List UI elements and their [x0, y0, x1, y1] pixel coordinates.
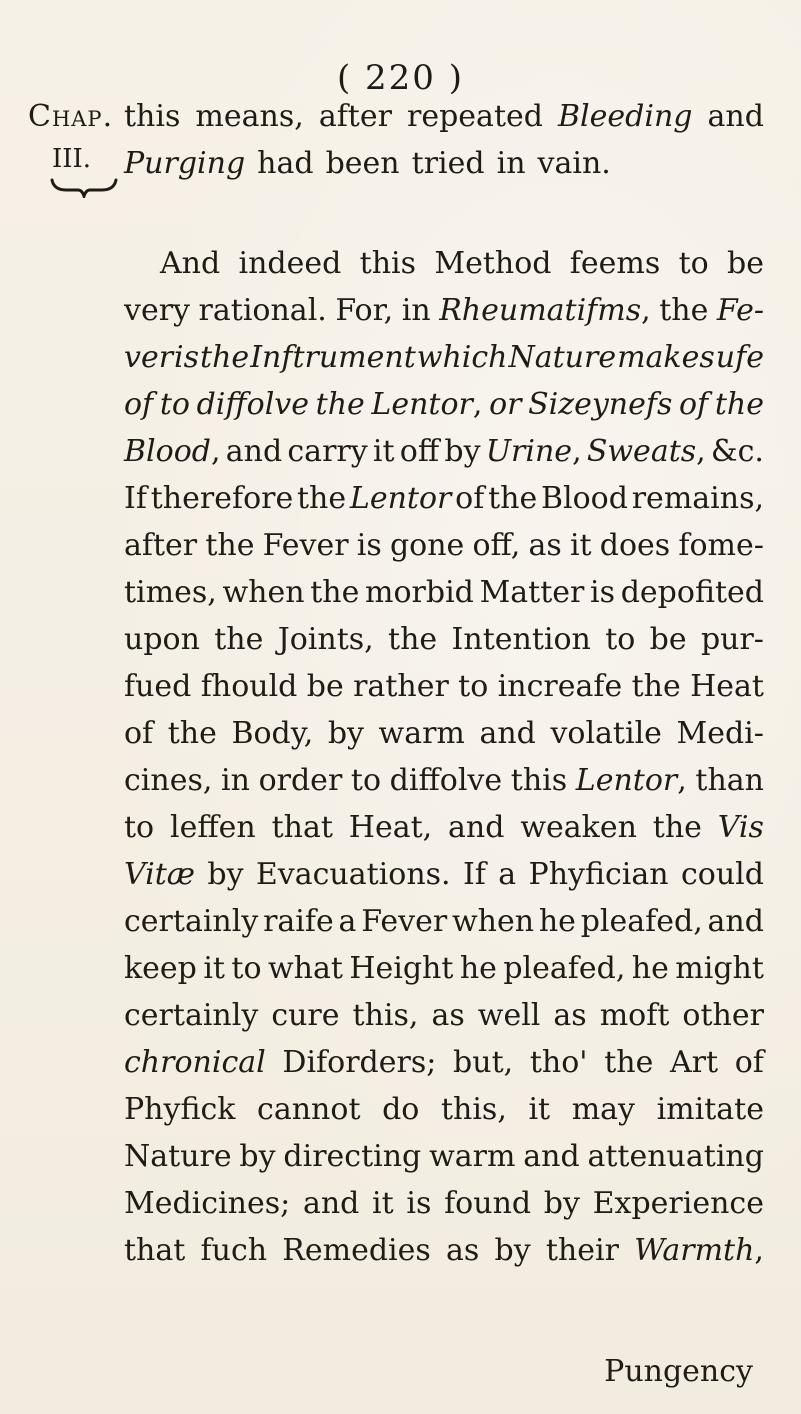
word: weaken	[520, 810, 637, 845]
word: the	[659, 293, 709, 328]
word: of	[124, 387, 154, 422]
word: or	[489, 387, 522, 422]
word: fome-	[678, 528, 764, 563]
text-line	[124, 141, 764, 188]
page-number: ( 220 )	[336, 58, 465, 98]
word: to	[458, 669, 489, 704]
word: is	[590, 575, 616, 610]
word: Evacuations.	[255, 857, 451, 892]
word: raife	[263, 904, 334, 939]
word: of	[455, 481, 485, 516]
word: found	[444, 1186, 532, 1221]
text-line	[124, 852, 764, 899]
word: this,	[440, 1092, 507, 1127]
word: Purging	[124, 146, 246, 181]
word: order	[258, 763, 343, 798]
word: upon	[124, 622, 200, 657]
word: Sizeynefs	[528, 387, 673, 422]
text-line	[124, 617, 764, 664]
word: by	[239, 1139, 276, 1174]
word: this,	[352, 998, 419, 1033]
word: do	[382, 1092, 420, 1127]
word: Lentor,	[575, 763, 687, 798]
word: ver	[124, 340, 174, 375]
word: And	[160, 246, 221, 281]
text-line	[124, 805, 764, 852]
word: Vitæ	[124, 857, 195, 892]
word: Joints,	[277, 622, 374, 657]
word: he	[631, 951, 669, 986]
word: Blood,	[124, 434, 221, 469]
word: Nature	[124, 1139, 232, 1174]
text-line	[124, 476, 764, 523]
word: in	[401, 293, 431, 328]
word: pleafed,	[503, 951, 626, 986]
word: Inftrument	[250, 340, 416, 375]
word: certainly	[124, 904, 259, 939]
word: to	[350, 763, 382, 798]
word: could	[680, 857, 764, 892]
word: by	[494, 1233, 531, 1268]
word: may	[571, 1092, 635, 1127]
word: he	[459, 951, 497, 986]
word: a	[338, 904, 357, 939]
word: the	[167, 716, 217, 751]
word: that	[124, 1233, 186, 1268]
word: but,	[453, 1045, 514, 1080]
word: and	[448, 810, 505, 845]
word: therefore	[150, 481, 294, 516]
text-line	[124, 94, 764, 141]
word: be	[727, 246, 764, 281]
word: ufe	[715, 340, 764, 375]
brace-ornament-icon	[50, 176, 118, 198]
text-line	[124, 523, 764, 570]
word: Sweats,	[586, 434, 706, 469]
word: Fever	[262, 528, 349, 563]
word: Bleeding	[558, 99, 693, 134]
word: other	[682, 998, 764, 1033]
text-line	[124, 570, 764, 617]
text-line	[124, 1040, 764, 1087]
text-line	[124, 711, 764, 758]
word: cure	[271, 998, 340, 1033]
word: this	[124, 99, 181, 134]
text-line	[124, 241, 764, 288]
word: he	[538, 904, 576, 939]
word: carry	[287, 434, 368, 469]
word: Diforders;	[282, 1045, 437, 1080]
word: is	[356, 528, 382, 563]
word: it	[528, 1092, 551, 1127]
word: the	[388, 622, 438, 657]
word: by	[207, 857, 244, 892]
word: it	[372, 1186, 394, 1221]
word: cannot	[257, 1092, 361, 1127]
text-line	[124, 1228, 764, 1275]
text-line	[124, 429, 764, 476]
word: off	[399, 434, 440, 469]
word: it	[372, 434, 395, 469]
word: Vis	[717, 810, 764, 845]
text-line	[124, 1134, 764, 1181]
word: Fever	[361, 904, 448, 939]
word: fued	[124, 669, 192, 704]
word: Height	[349, 951, 454, 986]
word: Lentor,	[371, 387, 483, 422]
word: when	[222, 575, 305, 610]
word: directing	[283, 1139, 422, 1174]
word: remains,	[631, 481, 764, 516]
word: the	[631, 669, 681, 704]
word: to	[124, 810, 155, 845]
word: and	[707, 99, 764, 134]
text-line	[124, 382, 764, 429]
paragraph-continued	[124, 94, 764, 188]
word: increafe	[497, 669, 623, 704]
word: be	[649, 622, 687, 657]
word: Method	[434, 246, 552, 281]
word: and	[302, 1186, 360, 1221]
word: the	[214, 622, 264, 657]
word: warm	[429, 1139, 516, 1174]
word: means,	[195, 99, 304, 134]
word: pleafed,	[580, 904, 703, 939]
word: rational.	[198, 293, 327, 328]
word: the	[297, 481, 347, 516]
word: of	[734, 1045, 764, 1080]
word: and	[523, 1139, 580, 1174]
word: volatile	[550, 716, 662, 751]
text-line	[124, 664, 764, 711]
paragraph-main	[124, 241, 764, 1275]
word: to	[678, 246, 709, 281]
word: a	[498, 857, 517, 892]
chapter-label: Chap.	[28, 99, 114, 134]
word: the	[310, 575, 360, 610]
text-line	[124, 288, 764, 335]
word: and	[479, 716, 536, 751]
word: this	[359, 246, 417, 281]
word: Lentor	[349, 481, 452, 516]
word: If	[124, 481, 147, 516]
word: of	[679, 387, 709, 422]
word: as	[553, 998, 587, 1033]
word: Matter	[479, 575, 585, 610]
word: chronical	[124, 1045, 266, 1080]
word: &c.	[710, 434, 764, 469]
catchword: Pungency	[604, 1354, 753, 1389]
word: Phyfick	[124, 1092, 236, 1127]
word: Phyfician	[528, 857, 669, 892]
word: rather	[353, 669, 449, 704]
word: the	[200, 340, 250, 375]
word: Warmth,	[634, 1233, 764, 1268]
word: what	[267, 951, 343, 986]
word: after	[318, 99, 392, 134]
word: feems	[569, 246, 661, 281]
word: Blood	[540, 481, 628, 516]
word: Intention	[451, 622, 591, 657]
word: diffolve	[196, 387, 309, 422]
word: been	[325, 146, 400, 181]
word: as	[528, 528, 562, 563]
word: warm	[378, 716, 465, 751]
word: than	[695, 763, 764, 798]
word: it	[203, 951, 225, 986]
word: after	[124, 528, 198, 563]
text-line	[124, 993, 764, 1040]
word: Art	[670, 1045, 719, 1080]
word: in	[496, 146, 526, 181]
word: off,	[472, 528, 521, 563]
word: tried	[411, 146, 485, 181]
word: diffolve	[389, 763, 503, 798]
word: the	[714, 387, 764, 422]
word: their	[545, 1233, 619, 1268]
word: as	[446, 1233, 480, 1268]
word: Medi-	[676, 716, 764, 751]
word: Heat	[690, 669, 764, 704]
word: tho'	[529, 1045, 588, 1080]
word: and	[707, 904, 764, 939]
word: be	[306, 669, 344, 704]
word: in	[221, 763, 250, 798]
word: Heat,	[348, 810, 433, 845]
word: imitate	[656, 1092, 764, 1127]
word: depofited	[620, 575, 764, 610]
word: keep	[124, 951, 197, 986]
word: indeed	[238, 246, 342, 281]
word: pur-	[700, 622, 764, 657]
word: certainly	[124, 998, 259, 1033]
word: For,	[335, 293, 394, 328]
word: as	[431, 998, 465, 1033]
text-line	[124, 758, 764, 805]
word: it	[569, 528, 592, 563]
word: fuch	[200, 1233, 268, 1268]
word: the	[488, 481, 538, 516]
text-line	[124, 899, 764, 946]
word: well	[477, 998, 541, 1033]
word: times,	[124, 575, 217, 610]
word: Urine,	[485, 434, 582, 469]
word: of	[124, 716, 154, 751]
word: cines,	[124, 763, 213, 798]
word: is	[406, 1186, 432, 1221]
word: Nature	[508, 340, 617, 375]
word: when	[451, 904, 535, 939]
word: the	[315, 387, 365, 422]
word: leffen	[169, 810, 256, 845]
word: morbid	[365, 575, 474, 610]
word: this	[510, 763, 568, 798]
word: is	[174, 340, 200, 375]
word: Fe-	[716, 293, 764, 328]
word: the	[205, 528, 255, 563]
word: the	[604, 1045, 654, 1080]
text-line	[124, 1087, 764, 1134]
word: vain.	[537, 146, 611, 181]
chapter-number: III.	[52, 144, 92, 174]
word: and	[225, 434, 283, 469]
text-line	[124, 1181, 764, 1228]
text-line	[124, 946, 764, 993]
word: to	[605, 622, 636, 657]
word: Rheumatifms,	[439, 293, 651, 328]
word: repeated	[407, 99, 543, 134]
word: gone	[389, 528, 465, 563]
word: the	[652, 810, 702, 845]
word: attenuating	[587, 1139, 764, 1174]
word: Experience	[592, 1186, 764, 1221]
word: to	[231, 951, 262, 986]
word: might	[675, 951, 764, 986]
word: fhould	[200, 669, 298, 704]
word: Medicines;	[124, 1186, 291, 1221]
word: which	[416, 340, 508, 375]
word: Remedies	[282, 1233, 431, 1268]
word: by	[327, 716, 364, 751]
word: Body,	[231, 716, 314, 751]
word: to	[159, 387, 190, 422]
word: If	[462, 857, 486, 892]
word: makes	[617, 340, 715, 375]
word: moft	[599, 998, 670, 1033]
word: does	[599, 528, 671, 563]
word: that	[271, 810, 333, 845]
word: had	[257, 146, 314, 181]
text-line	[124, 335, 764, 382]
word: very	[124, 293, 190, 328]
word: by	[444, 434, 481, 469]
word: by	[543, 1186, 580, 1221]
